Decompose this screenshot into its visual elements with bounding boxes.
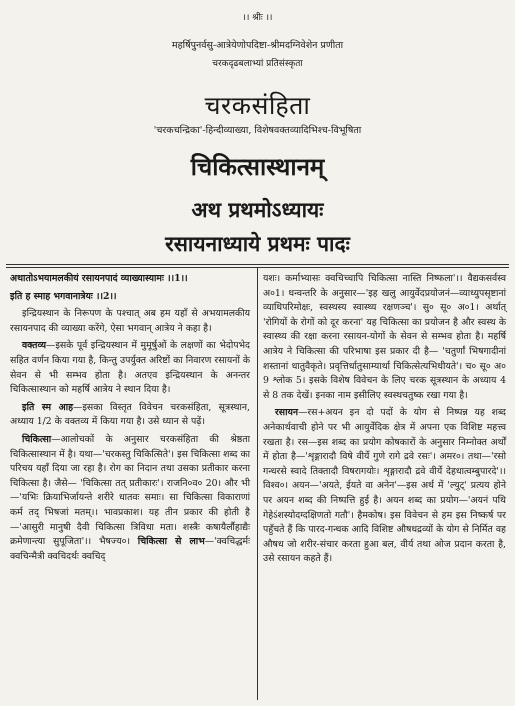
term-chikitsa-labh: चिकित्सा से लाभ bbox=[137, 536, 205, 548]
section-title: चिकित्सास्थानम् bbox=[190, 152, 325, 181]
paragraph-iti-sma-aha bbox=[10, 401, 250, 430]
text-vaktavya: —इसके पूर्व इन्द्रियस्थान में मुमूर्षुओं के लक्षणों का भेदोपभेद सहित वर्णन किया गया है, किन्तु उपर्युक्त अरिष्टों का निवारण रसायनों के सेवन से भी सम्भव होता है। अतएव इन्द्रियस्थान के अनन्तर चिकित्सास्थान को महर्षि आत्रेय ने स्थान दिया है। bbox=[10, 340, 250, 396]
text-rasayana: —रस+अयन इन दो पदों के योग से निष्पन्न यह शब्द अनेकार्थवाची होने पर भी आयुर्वेदिक क्षेत्र में अपना एक विशिष्ट महत्त्व रखता है। रस—इस शब्द का प्रयोग कोषकारों के अनुसार निम्नोक्त अर्थों में होता है—'शृङ्गारादौ विषे वीर्ये गुणे रागे द्रवे रसः'। अमर०। तथा—'रसो गन्धरसे स्वादे तिक्तादौ विषरागयोः। शृङ्गारादौ द्रवे वीर्ये देहधात्वम्बुपारदे'।। विश्व०। अयन—'अयते, ईयते वा अनेन'—इस अर्थ में 'ल्युट्' प्रत्यय होने पर अयन शब्द की निष्पत्ति हुई है। अयन शब्द का प्रयोग—'अयनं पथि गेहेऽ‍ंशस्योदग्दक्षिणतो गतौ'। हैमकोष। इस विवेचन से हम इस निष्कर्ष पर पहुँचते हैं कि पारद-गन्धक आदि विशिष्ट औषधद्रव्यों के योग से निर्मित वह औषध जो शरीर-संचार करता हुआ बल, वीर्य तथा ओज प्रदान करता है, उसे रसायन कहते हैं। bbox=[263, 407, 506, 565]
sutra-2: इति ह स्माह भगवानात्रेयः ।।2।। bbox=[10, 290, 117, 302]
sutra-1: अथातोऽभयामलकीयं रसायनपादं व्याख्यास्यामः ।।1।। bbox=[10, 273, 188, 284]
column-divider bbox=[257, 268, 258, 700]
left-column bbox=[10, 272, 250, 567]
term-vaktavya: वक्तव्य bbox=[22, 340, 47, 352]
quarter-title: रसायनाध्याये प्रथमः पादः bbox=[165, 231, 350, 256]
paragraph-intro: इन्द्रियस्थान के निरूपण के पश्चात् अब हम यहाँ से अभयामलकीय रसायनपाद की व्याख्या करेंगे, ऐसा भगवान् आत्रेय ने कहा है। bbox=[10, 308, 250, 334]
paragraph-chikitsa bbox=[10, 433, 250, 564]
paragraph-continuation: यशः। कर्माभ्यासः क्वचिच्चापि चिकित्सा नास्ति निष्फला'।। वैद्यकसर्वस्व अ०1। धन्वन्तरि के अनुसार—'इह खलु आयुर्वेदप्रयोजनं—व्याध्युपसृष्टानां व्याधिपरिमोक्षः, स्वस्थस्य स्वास्थ्य रक्षणञ्च'। सु० सू० अ०1। अर्थात् 'रोगियों के रोगों को दूर करना' यह चिकित्सा का प्रयोजन है और स्वस्थ के स्वास्थ्य की रक्षा करना रसायन-योगों के सेवन से सम्भव होता है। महर्षि आत्रेय ने चिकित्सा की परिभाषा इस प्रकार दी है— 'चतुर्णां भिषगादीनां शस्तानां धातुवैकृते। प्रवृत्तिर्धातुसाम्यार्था चिकित्सेत्यभिधीयते'। च० सू० अ० 9 श्लोक 5। इसके विशेष विवेचन के लिए चरक सूत्रस्थान के अध्याय 4 से 8 तक देखें। इनका नाम इसीलिए स्वस्थचतुष्क रखा गया है। bbox=[263, 273, 506, 401]
term-iti-sma-aha: इति स्म आह bbox=[22, 401, 74, 413]
text-chikitsa: —आलोचकों के अनुसार चरकसंहिता की श्रेष्ठता चिकित्सास्थान में है। यथा—'चरकस्तु चिकित्सिते'। इस चिकित्सा शब्द का परिचय यहाँ दिया जा रहा है। रोग का निदान तथा उसका प्रतीकार करना चिकित्सा है। जैसे— 'चिकित्सा तत् प्रतीकारः'। राजनि०व० 20। और भी—'यभिः क्रियाभिर्जायन्ते शरीरे धातवः समाः। सा चिकित्सा विकाराणां कर्म तद् भिषजां मतम्।। भावप्रकाश। यह तीन प्रकार की होती है—'आसुरी मानुषी दैवी चिकित्सा त्रिविधा मता। शस्त्रैः कषायैर्लौहाद्यैः क्रमेणान्त्या सुपूजिता'।। भैषज्य०। bbox=[10, 433, 250, 548]
term-chikitsa: चिकित्सा bbox=[22, 433, 52, 445]
invocation-text: ।। श्रीः ।। bbox=[242, 13, 273, 23]
term-rasayana: रसायन bbox=[275, 407, 299, 419]
text-iti-sma-aha: —इसका विस्तृत विवेचन चरकसंहिता, सूत्रस्थान, अध्याय 1/2 के वक्तव्य में किया गया है। उसे ध्यान से पढ़ें। bbox=[10, 401, 250, 428]
commentary-line: 'चरकचन्द्रिका'-हिन्दीव्याख्या, विशेषवक्तव्यादिभिश्च-विभूषिता bbox=[153, 125, 362, 136]
right-column bbox=[263, 272, 506, 570]
paragraph-rasayana bbox=[263, 406, 506, 567]
tradition-line: महर्षिपुनर्वसु-आत्रेयेणोपदिष्टा-श्रीमदग्निवेशेन प्रणीता bbox=[171, 40, 344, 51]
book-title: चरकसंहिता bbox=[204, 91, 311, 120]
paragraph-vaktavya bbox=[10, 339, 250, 397]
header-rule bbox=[6, 264, 509, 265]
redaction-line: चरकदृढबलाभ्यां प्रतिसंस्कृता bbox=[212, 59, 303, 69]
chapter-title: अथ प्रथमोऽध्यायः bbox=[191, 197, 324, 222]
text-chikitsa-labh: —'क्वचिद्धर्मः क्वचिन्मैत्री क्वचिदर्थः क्वचिद् bbox=[10, 536, 250, 562]
